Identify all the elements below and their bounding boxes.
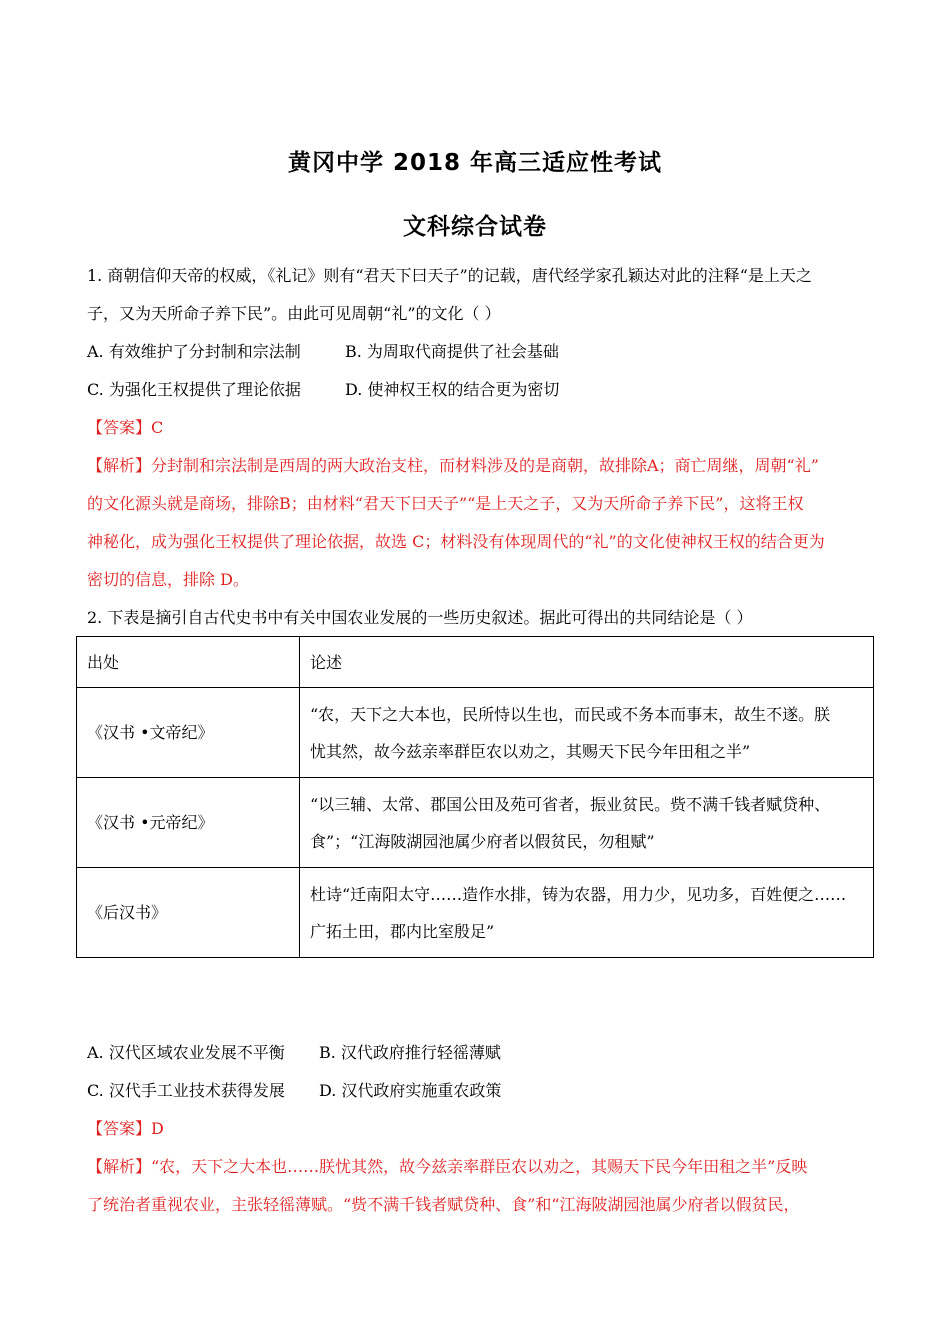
table-row: [77, 778, 874, 868]
table-row: [77, 688, 874, 778]
table-header-row: [77, 637, 874, 688]
q1-option-d: D. 使神权王权的结合更为密切: [345, 380, 560, 399]
q1-analysis-line-3: 神秘化，成为强化王权提供了理论依据，故选 C；材料没有体现周代的“礼”的文化使神权王权的结合更为: [87, 532, 825, 551]
exam-title: 黄冈中学 2018 年高三适应性考试: [287, 150, 663, 176]
table-header-source: 出处: [77, 637, 300, 688]
q2-option-d: D. 汉代政府实施重农政策: [319, 1081, 502, 1100]
q2-option-a: A. 汉代区域农业发展不平衡: [87, 1043, 285, 1062]
table-cell-source: 《汉书 •元帝纪》: [77, 778, 300, 868]
q1-options-row-2: [87, 379, 559, 401]
table-cell-text-line: 忧其然，故今兹亲率群臣农以劝之，其赐天下民今年田租之半”: [310, 741, 751, 761]
q1-options-row-1: [87, 341, 559, 363]
table-cell-text-line: 食”；“江海陂湖园池属少府者以假贫民，勿租赋”: [310, 831, 655, 851]
table-cell-text-line: “农，天下之大本也，民所恃以生也，而民或不务本而事末，故生不遂。朕: [310, 704, 831, 724]
table-row: [77, 868, 874, 958]
q1-stem-line-2: 子，又为天所命子养下民”。由此可见周朝“礼”的文化（ ）: [87, 304, 501, 323]
table-cell-text: [300, 778, 874, 868]
table-header-text: 论述: [300, 637, 874, 688]
exam-subtitle: 文科综合试卷: [403, 214, 547, 240]
table-cell-text: [300, 868, 874, 958]
table-cell-text-line: “以三辅、太常、郡国公田及苑可省者，振业贫民。赀不满千钱者赋贷种、: [310, 794, 831, 814]
table-cell-source: 《后汉书》: [77, 868, 300, 958]
table-cell-text-line: 杜诗“迁南阳太守……造作水排，铸为农器，用力少，见功多，百姓便之……: [310, 884, 847, 904]
q2-options-row-2: [87, 1080, 501, 1102]
q1-analysis-line-2: 的文化源头就是商场，排除B；由材料“君天下曰天子”“是上天之子，又为天所命子养下民”，这将王权: [87, 494, 804, 513]
q2-option-b: B. 汉代政府推行轻徭薄赋: [319, 1043, 501, 1062]
q2-answer: 【答案】D: [87, 1119, 164, 1138]
q1-option-a: A. 有效维护了分封制和宗法制: [87, 342, 301, 361]
table-cell-text-line: 广拓土田，郡内比室殷足”: [310, 921, 495, 941]
q1-stem-line-1: 1. 商朝信仰天帝的权威，《礼记》则有“君天下曰天子”的记载，唐代经学家孔颖达对此的注释“是上天之: [87, 266, 812, 285]
q1-option-c: C. 为强化王权提供了理论依据: [87, 380, 301, 399]
table-cell-source: 《汉书 •文帝纪》: [77, 688, 300, 778]
q1-option-b: B. 为周取代商提供了社会基础: [345, 342, 559, 361]
q2-analysis-line-1: 【解析】“农，天下之大本也……朕忧其然，故今兹亲率群臣农以劝之，其赐天下民今年田租之半”反映: [87, 1157, 808, 1176]
history-source-table: [76, 636, 874, 958]
q2-option-c: C. 汉代手工业技术获得发展: [87, 1081, 285, 1100]
q1-analysis-line-1: 【解析】分封制和宗法制是西周的两大政治支柱，而材料涉及的是商朝，故排除A；商亡周继，周朝“礼”: [87, 456, 819, 475]
table-cell-text: [300, 688, 874, 778]
q2-stem: 2. 下表是摘引自古代史书中有关中国农业发展的一些历史叙述。据此可得出的共同结论是（ ）: [87, 608, 753, 627]
q2-analysis-line-2: 了统治者重视农业，主张轻徭薄赋。“赀不满千钱者赋贷种、食”和“江海陂湖园池属少府者以假贫民，: [87, 1195, 800, 1214]
q2-options-row-1: [87, 1042, 501, 1064]
q1-answer: 【答案】C: [87, 418, 164, 437]
q1-analysis-line-4: 密切的信息，排除 D。: [87, 570, 249, 589]
